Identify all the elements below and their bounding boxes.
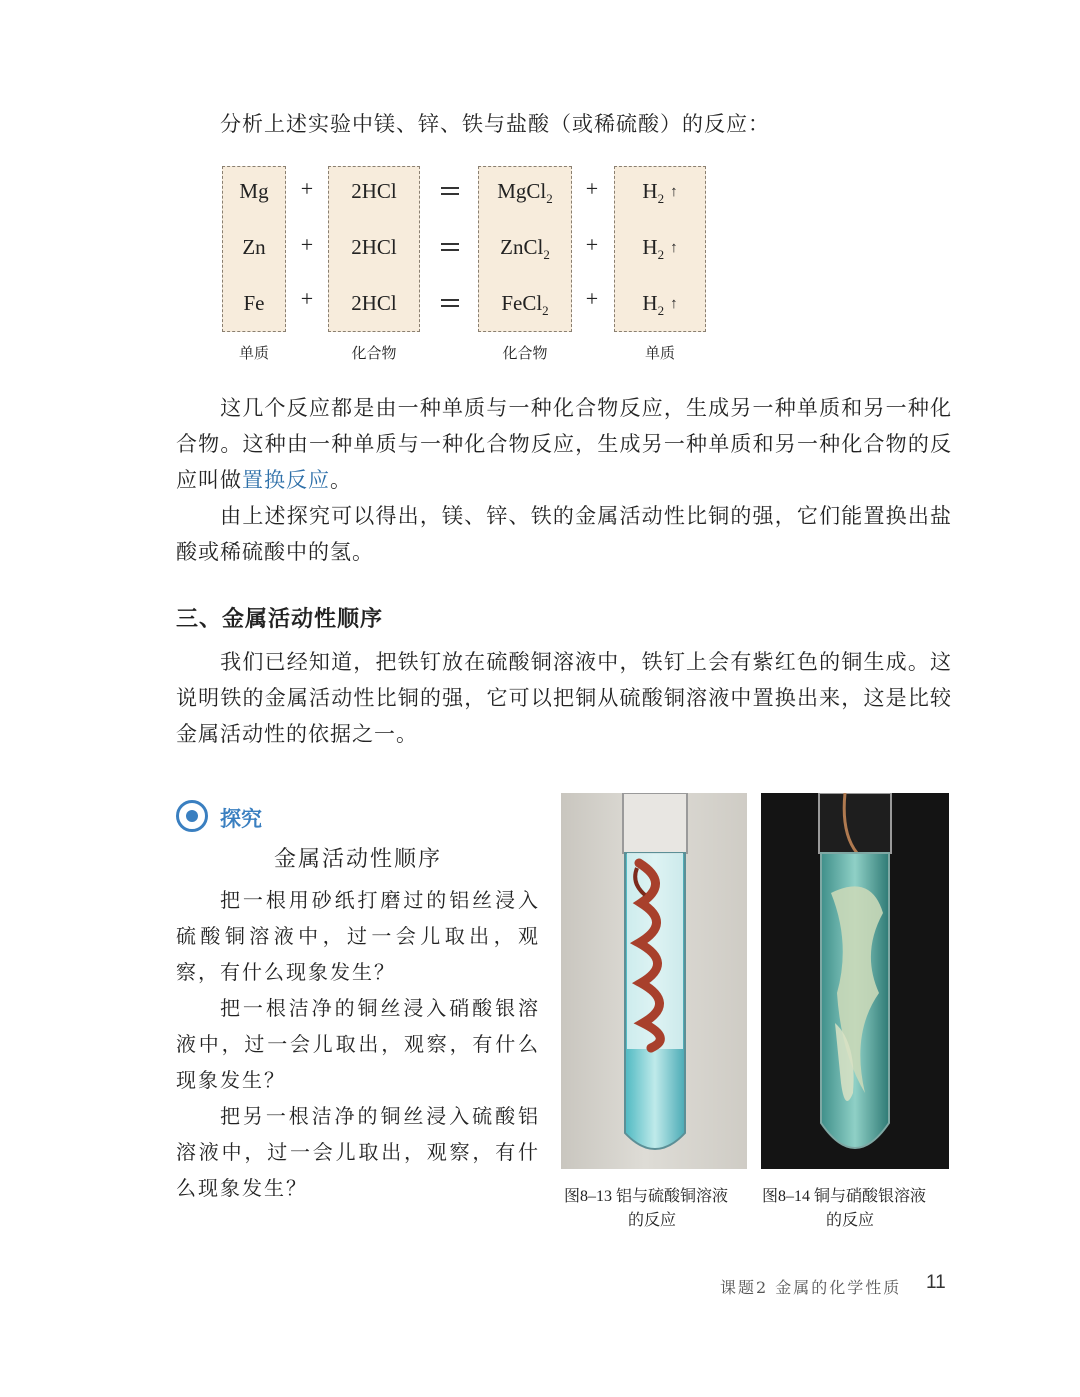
column-label: 单质 <box>238 344 269 362</box>
section-heading: 三、金属活动性顺序 <box>176 607 384 632</box>
product-element-box <box>614 166 706 332</box>
plus-sign: + <box>585 176 599 201</box>
equation-cell: $H_2$ ↑ <box>642 291 678 319</box>
test-tube-illustration <box>761 793 949 1169</box>
explore-step: 把一根洁净的铜丝浸入硝酸银溶液中，过一会儿取出，观察，有什么现象发生？ <box>176 996 540 1092</box>
equation-cell: MgCl$_2$ <box>497 179 553 207</box>
plus-sign: + <box>300 232 314 257</box>
photo-copper-silver-nitrate <box>761 793 949 1169</box>
up-arrow-icon: ↑ <box>670 296 678 312</box>
equation-cell: Fe <box>243 291 265 315</box>
equation-cell: Zn <box>242 235 266 259</box>
intro-text: 分析上述实验中镁、锌、铁与盐酸（或稀硫酸）的反应： <box>220 112 770 136</box>
equation-cell: 2HCl <box>351 291 397 315</box>
column-label: 化合物 <box>502 344 548 362</box>
product-compound-box <box>478 166 572 332</box>
explore-step: 把一根用砂纸打磨过的铝丝浸入硫酸铜溶液中，过一会儿取出，观察，有什么现象发生？ <box>176 888 540 984</box>
equation-cell: 2HCl <box>351 235 397 259</box>
equation-cell: $H_2$ ↑ <box>642 179 678 207</box>
plus-sign: + <box>585 232 599 257</box>
paragraph-activity-basis: 我们已经知道，把铁钉放在硫酸铜溶液中，铁钉上会有紫红色的铜生成。这说明铁的金属活动性比铜的强，它可以把铜从硫酸铜溶液中置换出来，这是比较金属活动性的依据之一。 <box>176 650 952 746</box>
explore-label: 探究 <box>220 807 262 831</box>
keyword-displacement-reaction: 置换反应 <box>242 468 330 492</box>
explore-title: 金属活动性顺序 <box>273 847 442 872</box>
paragraph-definition: 这几个反应都是由一种单质与一种化合物反应，生成另一种单质和另一种化合物。这种由一种单质与一种化合物反应，生成另一种单质和另一种化合物的反应叫做置换反应。 <box>176 396 952 492</box>
plus-sign: + <box>300 176 314 201</box>
paragraph-conclusion: 由上述探究可以得出，镁、锌、铁的金属活动性比铜的强，它们能置换出盐酸或稀硫酸中的氢。 <box>176 504 952 564</box>
test-tube-illustration <box>561 793 747 1169</box>
up-arrow-icon: ↑ <box>670 240 678 256</box>
column-label: 单质 <box>644 344 675 362</box>
equation-cell: FeCl$_2$ <box>501 291 549 319</box>
photo-aluminum-copper-sulfate <box>561 793 747 1169</box>
equation-cell: Mg <box>239 179 269 203</box>
chapter-footer: 课题2 金属的化学性质 <box>720 1278 902 1297</box>
reactant-compound-box <box>328 166 420 332</box>
up-arrow-icon: ↑ <box>670 184 678 200</box>
equation-cell: 2HCl <box>351 179 397 203</box>
equation-cell: $H_2$ ↑ <box>642 235 678 263</box>
equation-cell: ZnCl$_2$ <box>500 235 550 263</box>
plus-sign: + <box>585 286 599 311</box>
figure-caption: 图8–13 铝与硫酸铜溶液 的反应 <box>564 1188 729 1229</box>
page-number: 11 <box>926 1272 946 1293</box>
explore-target-icon <box>176 800 208 832</box>
explore-step: 把另一根洁净的铜丝浸入硫酸铝溶液中，过一会儿取出，观察，有什么现象发生？ <box>176 1104 540 1200</box>
figure-caption: 图8–14 铜与硝酸银溶液 的反应 <box>762 1188 927 1229</box>
column-label: 化合物 <box>351 344 397 362</box>
reactant-element-box <box>222 166 286 332</box>
explore-steps <box>176 882 540 1206</box>
plus-sign: + <box>300 286 314 311</box>
